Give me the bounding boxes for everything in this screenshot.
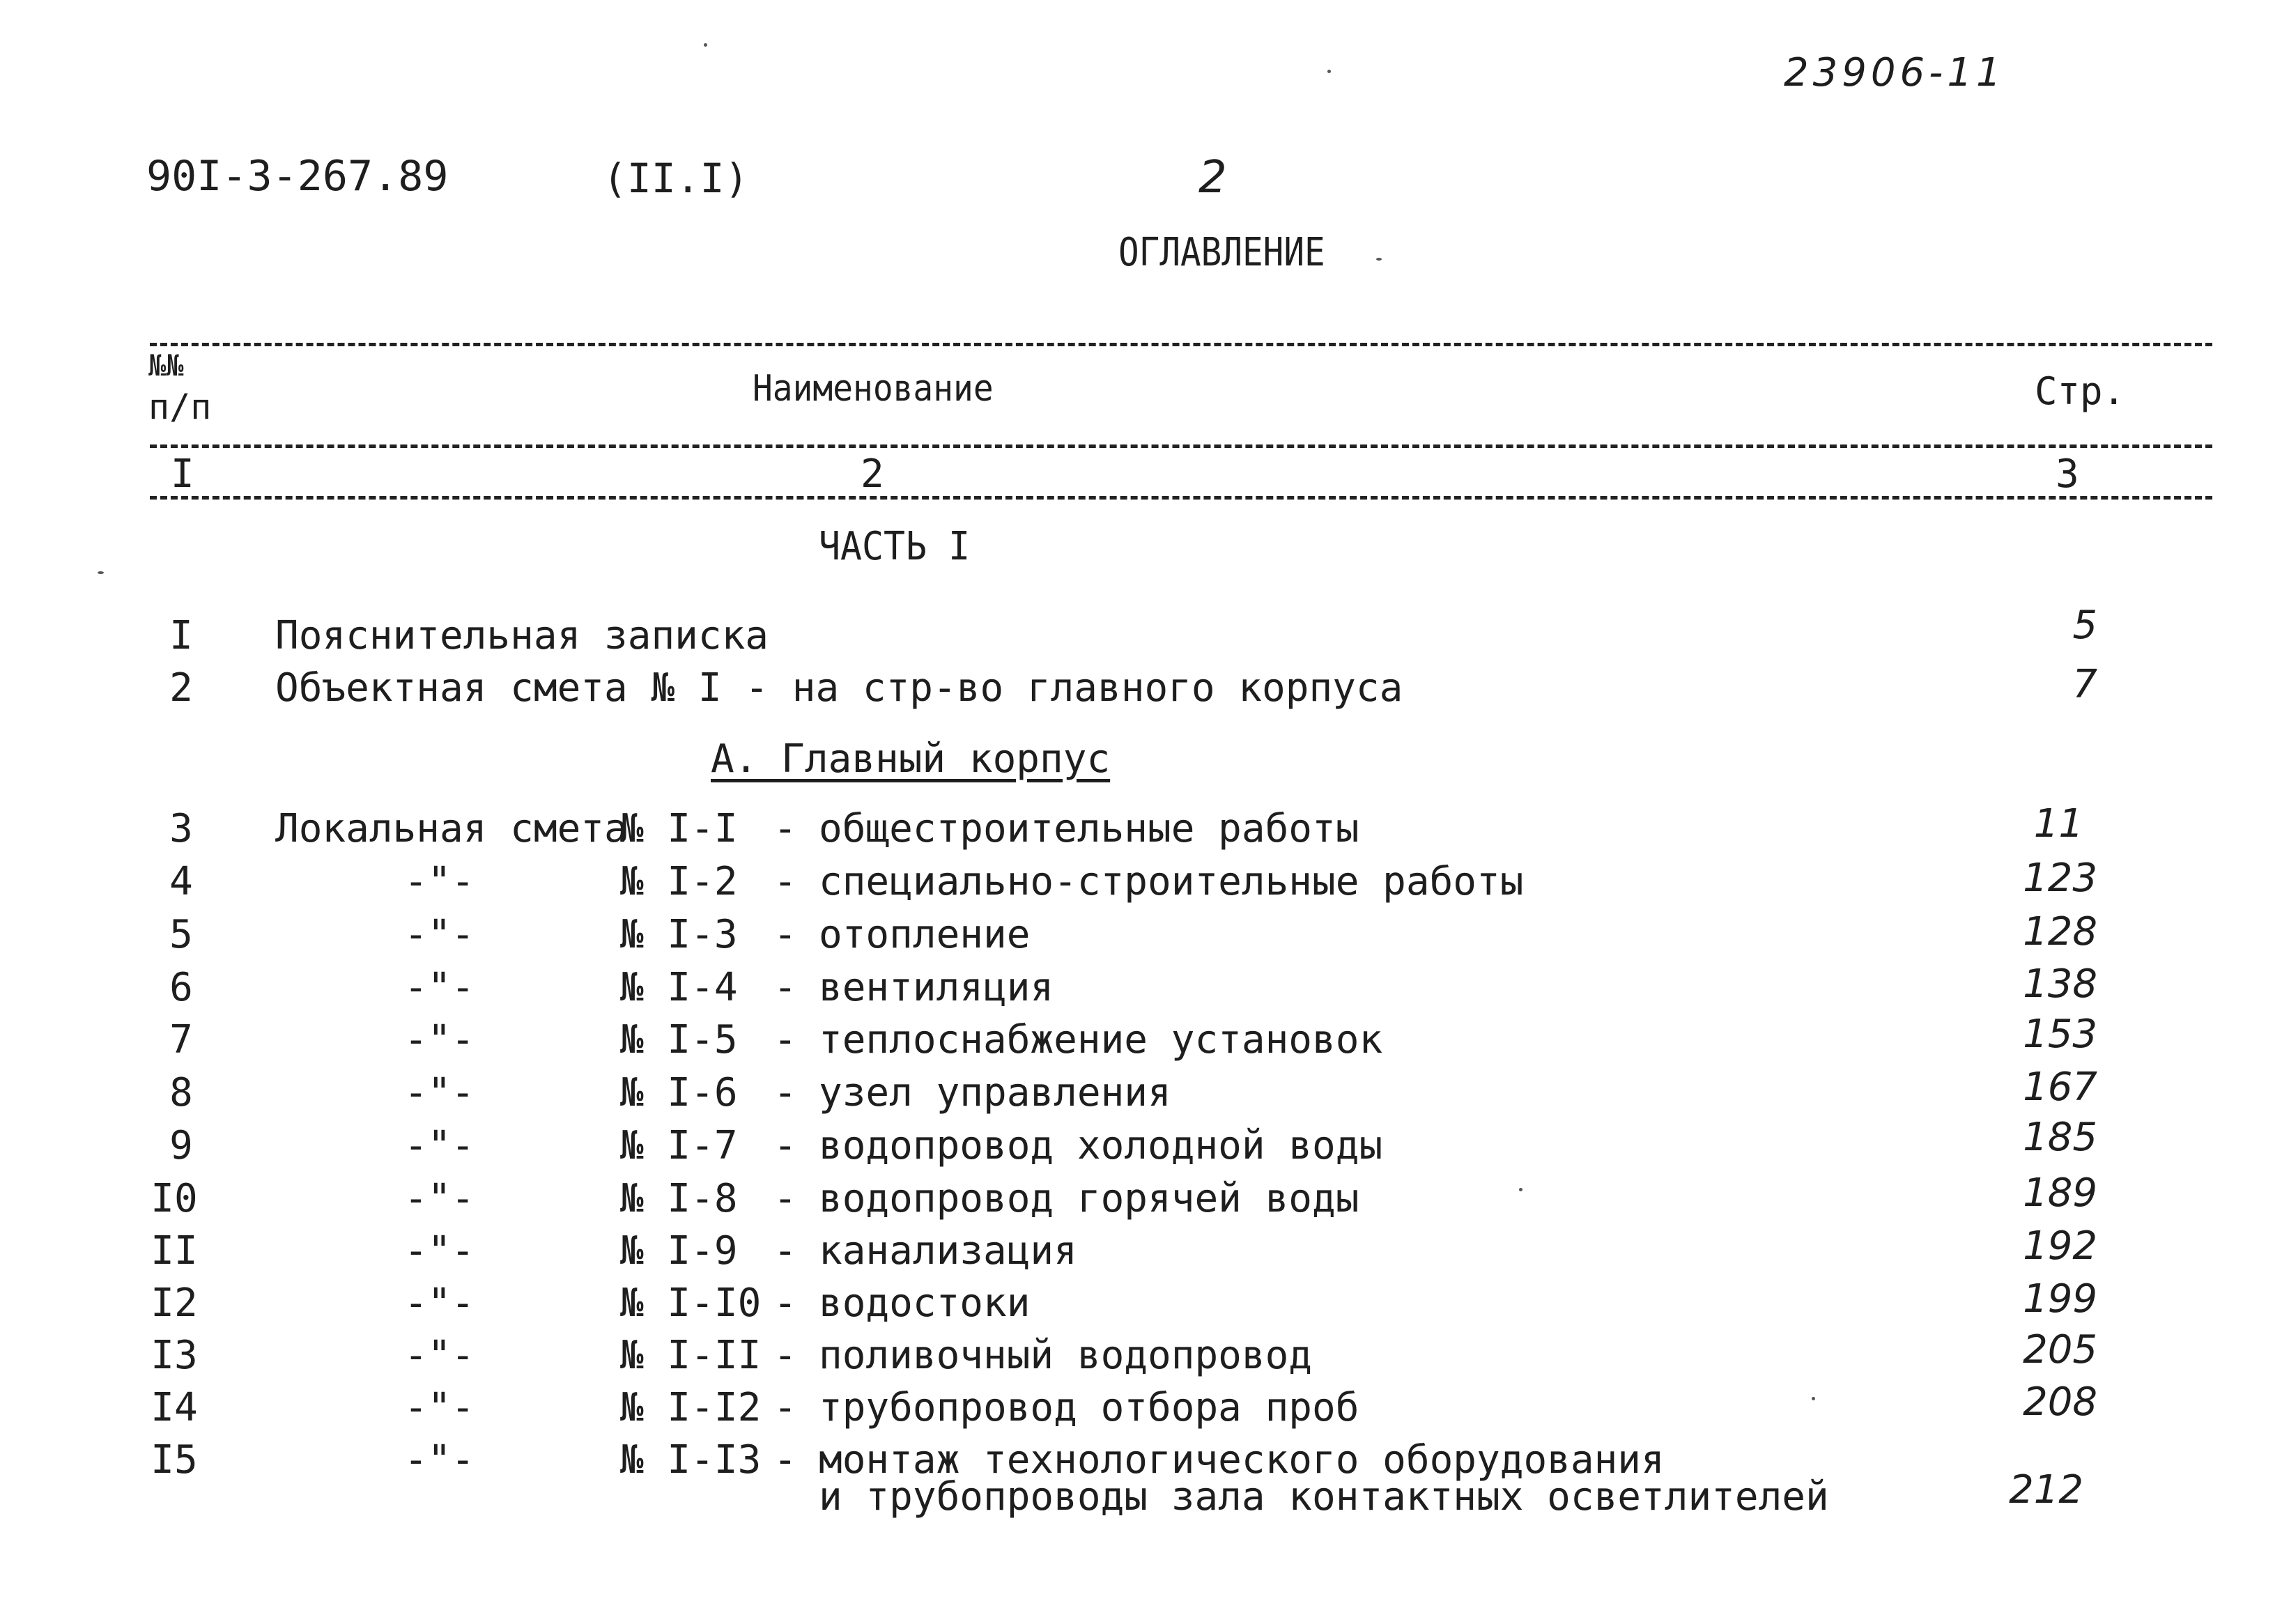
column-header-name: Наименование	[753, 368, 994, 410]
column-header-number-sub: п/п	[148, 387, 212, 427]
row-estimate-number: № I-3	[620, 912, 738, 957]
row-description-continued: и трубопроводы зала контактных осветлителей	[819, 1474, 1829, 1519]
row-prefix: -"-	[404, 1228, 475, 1274]
row-number: I2	[151, 1281, 198, 1326]
row-number: I4	[151, 1385, 198, 1430]
row-separator: -	[773, 806, 797, 851]
row-title: Пояснительная записка	[275, 613, 769, 658]
row-page: 123	[2023, 856, 2097, 901]
header-rule-bottom	[150, 496, 2212, 500]
row-prefix: -"-	[404, 859, 475, 904]
row-prefix: -"-	[404, 1176, 475, 1221]
row-number: 3	[169, 806, 193, 851]
document-number: 23906-11	[1784, 50, 2005, 95]
row-page: 189	[2023, 1170, 2097, 1216]
row-prefix: -"-	[404, 965, 475, 1010]
page-title: ОГЛАВЛЕНИЕ	[1118, 230, 1325, 275]
row-separator: -	[773, 1385, 797, 1430]
row-prefix: -"-	[404, 1385, 475, 1430]
scan-speck	[1327, 70, 1331, 73]
scan-speck	[1812, 1397, 1815, 1400]
row-description: вентиляция	[819, 965, 1054, 1010]
row-separator: -	[773, 1437, 797, 1483]
row-prefix: -"-	[404, 1070, 475, 1115]
row-estimate-number: № I-7	[620, 1123, 738, 1168]
row-number: 9	[169, 1123, 193, 1168]
row-separator: -	[773, 1176, 797, 1221]
row-estimate-number: № I-8	[620, 1176, 738, 1221]
row-separator: -	[773, 1017, 797, 1062]
row-page: 11	[2033, 801, 2083, 846]
column-index-1: I	[171, 451, 194, 497]
row-number: I3	[151, 1333, 198, 1378]
row-page: 199	[2023, 1276, 2097, 1322]
row-estimate-number: № I-4	[620, 965, 738, 1010]
row-page: 167	[2023, 1065, 2097, 1110]
row-description: отопление	[819, 912, 1031, 957]
row-description: водопровод горячей воды	[819, 1176, 1359, 1221]
issue-code: (II.I)	[603, 155, 749, 202]
series-code: 90I-3-267.89	[146, 152, 449, 201]
column-header-page: Стр.	[2035, 369, 2126, 413]
row-number: 4	[169, 859, 193, 904]
row-separator: -	[773, 1333, 797, 1378]
row-description: общестроительные работы	[819, 806, 1359, 851]
row-page: 185	[2023, 1115, 2097, 1160]
row-page: 212	[2009, 1467, 2083, 1513]
row-number: 8	[169, 1070, 193, 1115]
row-estimate-number: № I-6	[620, 1070, 738, 1115]
row-page: 153	[2023, 1012, 2097, 1057]
row-separator: -	[773, 1070, 797, 1115]
row-number: 6	[169, 965, 193, 1010]
row-description: водостоки	[819, 1281, 1031, 1326]
row-estimate-number: № I-I3	[620, 1437, 762, 1483]
row-prefix: -"-	[404, 912, 475, 957]
column-index-3: 3	[2056, 451, 2079, 497]
row-estimate-number: № I-2	[620, 859, 738, 904]
scan-speck	[98, 571, 104, 574]
row-description: канализация	[819, 1228, 1077, 1274]
row-number: I5	[151, 1437, 198, 1483]
row-prefix: -"-	[404, 1333, 475, 1378]
section-title: А. Главный корпус	[711, 736, 1111, 782]
row-number: 2	[169, 665, 193, 711]
row-estimate-number: № I-I2	[620, 1385, 762, 1430]
row-number: I0	[151, 1176, 198, 1221]
header-rule-middle	[150, 444, 2212, 448]
row-separator: -	[773, 859, 797, 904]
row-estimate-number: № I-I	[620, 806, 738, 851]
row-page: 7	[2072, 662, 2097, 707]
row-number: 5	[169, 912, 193, 957]
row-estimate-number: № I-9	[620, 1228, 738, 1274]
row-prefix: -"-	[404, 1017, 475, 1062]
row-estimate-number: № I-II	[620, 1333, 762, 1378]
column-header-number: №№	[148, 348, 184, 382]
row-prefix: -"-	[404, 1437, 475, 1483]
row-number: II	[151, 1228, 198, 1274]
row-title: Объектная смета № I - на стр-во главного корпуса	[275, 665, 1403, 711]
row-separator: -	[773, 1228, 797, 1274]
row-prefix: -"-	[404, 1123, 475, 1168]
row-separator: -	[773, 1123, 797, 1168]
row-separator: -	[773, 1281, 797, 1326]
row-estimate-number: № I-5	[620, 1017, 738, 1062]
row-page: 128	[2023, 909, 2097, 954]
row-prefix: -"-	[404, 1281, 475, 1326]
page-number: 2	[1198, 152, 1227, 203]
row-description: специально-строительные работы	[819, 859, 1524, 904]
row-separator: -	[773, 912, 797, 957]
scan-speck	[1519, 1188, 1522, 1191]
row-separator: -	[773, 965, 797, 1010]
row-page: 205	[2023, 1327, 2097, 1372]
row-description: узел управления	[819, 1070, 1171, 1115]
column-index-2: 2	[861, 451, 884, 497]
row-description: поливочный водопровод	[819, 1333, 1313, 1378]
row-number: I	[169, 613, 193, 658]
row-description: водопровод холодной воды	[819, 1123, 1383, 1168]
row-description: монтаж технологического оборудования	[819, 1437, 1665, 1483]
part-title: ЧАСТЬ I	[819, 524, 971, 569]
row-page: 208	[2023, 1379, 2097, 1425]
row-number: 7	[169, 1017, 193, 1062]
scan-speck	[704, 43, 707, 47]
scan-speck	[1376, 258, 1382, 261]
row-description: трубопровод отбора проб	[819, 1385, 1359, 1430]
header-rule-top	[150, 343, 2212, 346]
row-description: теплоснабжение установок	[819, 1017, 1383, 1062]
row-page: 192	[2023, 1223, 2097, 1269]
row-prefix: Локальная смета	[275, 806, 628, 851]
row-estimate-number: № I-I0	[620, 1281, 762, 1326]
row-page: 138	[2023, 961, 2097, 1007]
row-page: 5	[2072, 603, 2097, 648]
